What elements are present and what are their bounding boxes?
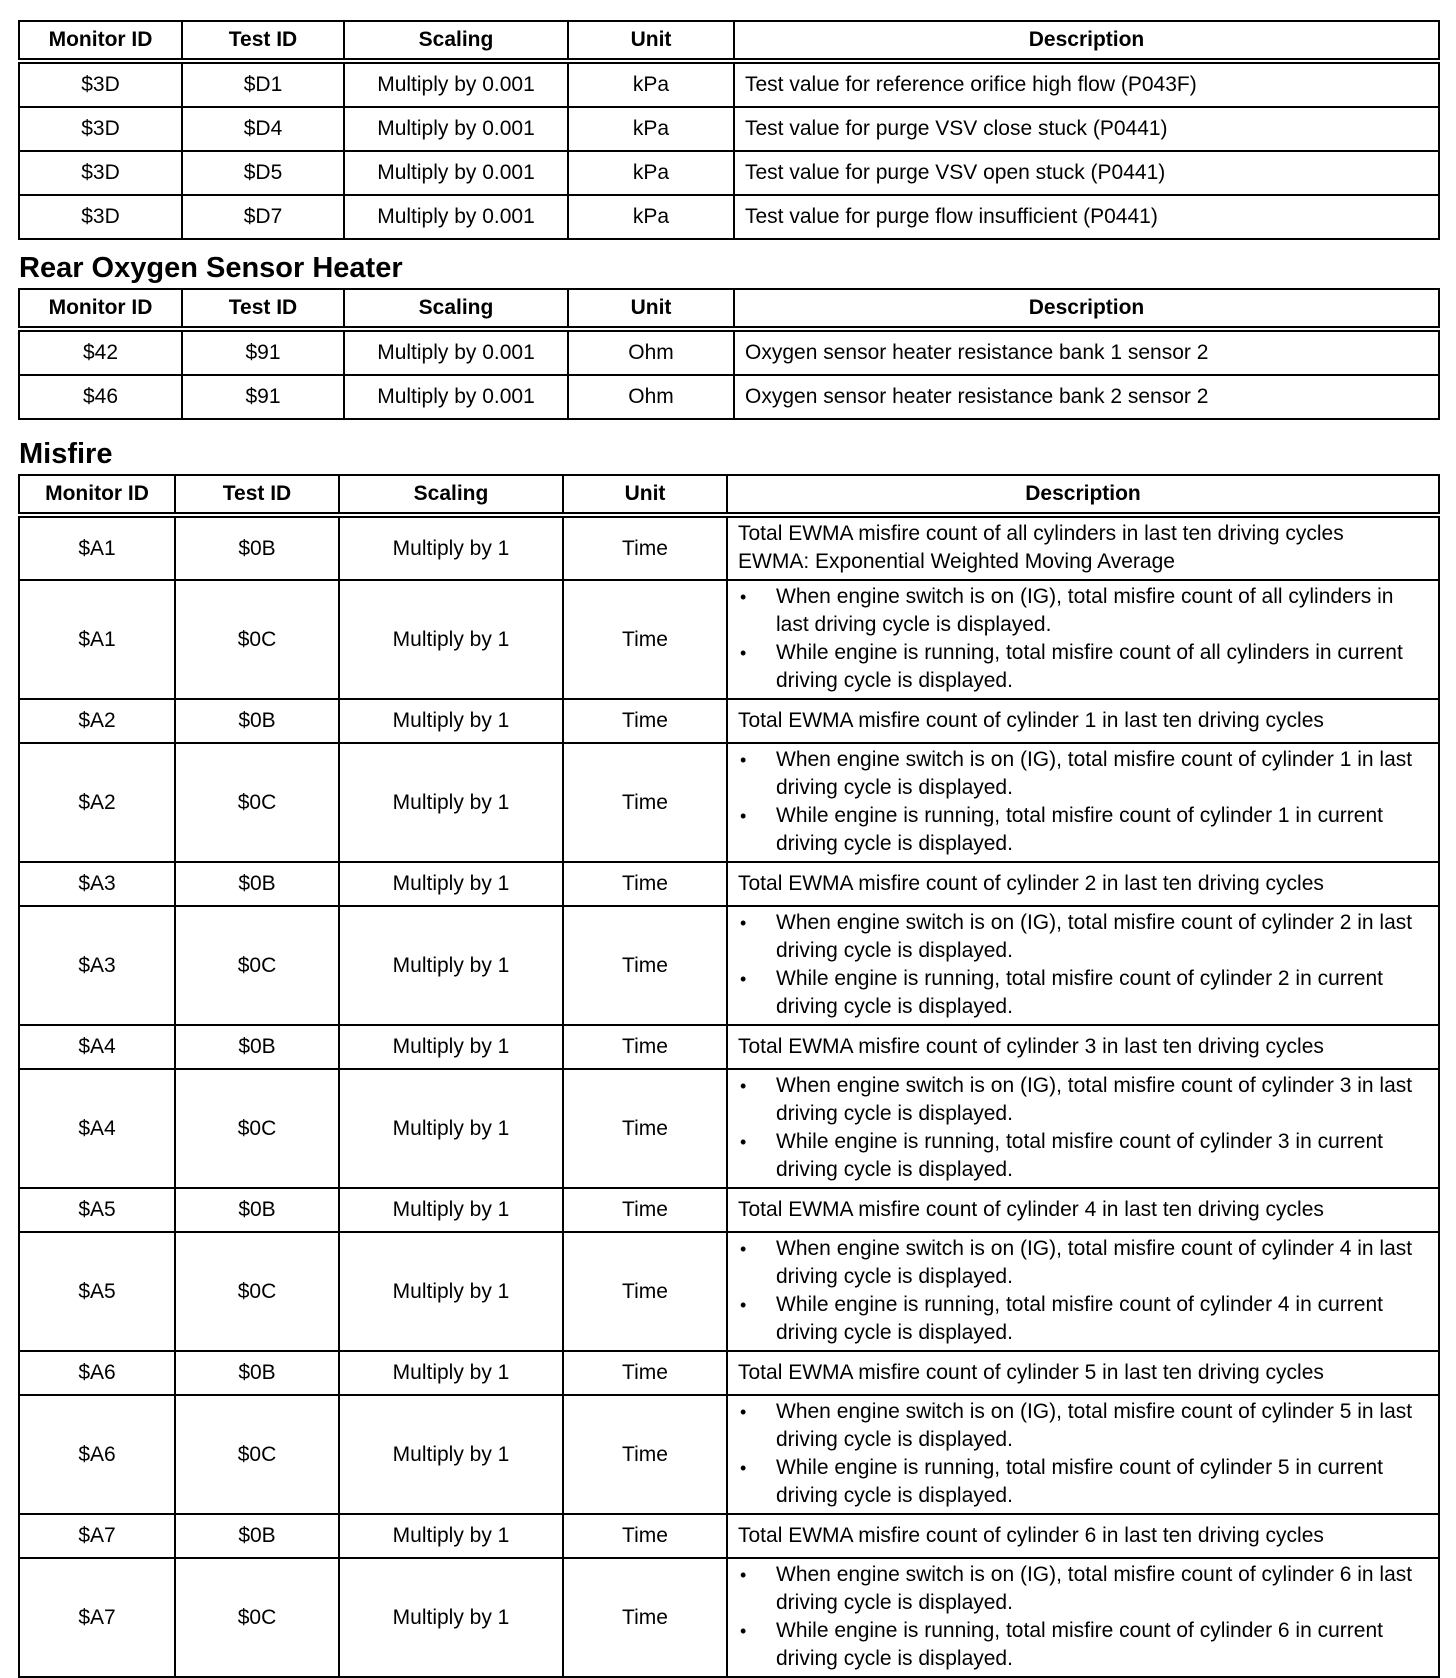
table-row <box>19 61 1439 107</box>
cell-description <box>727 1395 1439 1514</box>
cell-monitor-id: $A3 <box>19 906 175 1025</box>
cell-test-id: $0B <box>175 1188 339 1232</box>
cell-monitor-id: $A7 <box>19 1558 175 1677</box>
cell-description: Test value for purge VSV open stuck (P0441) <box>734 151 1439 195</box>
cell-unit: Time <box>563 1395 727 1514</box>
bullet-list <box>738 1398 1428 1510</box>
bullet-item: • While engine is running, total misfire count of cylinder 4 in current driving cycle is displayed. <box>738 1291 1428 1347</box>
cell-scaling: Multiply by 1 <box>339 515 563 580</box>
cell-scaling: Multiply by 0.001 <box>344 375 568 419</box>
section-title-rear-oxygen-sensor-heater: Rear Oxygen Sensor Heater <box>19 252 403 284</box>
header-unit: Unit <box>563 475 727 515</box>
table-row <box>19 1558 1439 1677</box>
table-row <box>19 107 1439 151</box>
header-description: Description <box>727 475 1439 515</box>
cell-unit: Time <box>563 1558 727 1677</box>
cell-description <box>727 1069 1439 1188</box>
cell-monitor-id: $A4 <box>19 1069 175 1188</box>
bullet-item: • When engine switch is on (IG), total misfire count of cylinder 2 in last driving cycle is displayed. <box>738 909 1428 965</box>
cell-description: Test value for purge flow insufficient (P0441) <box>734 195 1439 239</box>
cell-test-id: $0C <box>175 1558 339 1677</box>
bullet-item: • While engine is running, total misfire count of cylinder 5 in current driving cycle is displayed. <box>738 1454 1428 1510</box>
bullet-item: • While engine is running, total misfire count of cylinder 3 in current driving cycle is displayed. <box>738 1128 1428 1184</box>
cell-unit: kPa <box>568 195 734 239</box>
cell-description: Total EWMA misfire count of cylinder 6 in last ten driving cycles <box>727 1514 1439 1558</box>
bullet-list <box>738 746 1428 858</box>
cell-scaling: Multiply by 1 <box>339 1069 563 1188</box>
cell-monitor-id: $A2 <box>19 743 175 862</box>
cell-scaling: Multiply by 0.001 <box>344 195 568 239</box>
table-row <box>19 862 1439 906</box>
cell-scaling: Multiply by 0.001 <box>344 107 568 151</box>
bullet-item: • While engine is running, total misfire count of cylinder 6 in current driving cycle is displayed. <box>738 1617 1428 1673</box>
monitor-table-misfire <box>18 474 1440 1678</box>
bullet-item: • When engine switch is on (IG), total misfire count of cylinder 3 in last driving cycle is displayed. <box>738 1072 1428 1128</box>
cell-scaling: Multiply by 1 <box>339 1188 563 1232</box>
table-row <box>19 1025 1439 1069</box>
cell-test-id: $91 <box>182 329 344 375</box>
table-row <box>19 1188 1439 1232</box>
cell-unit: kPa <box>568 107 734 151</box>
section-title-misfire: Misfire <box>19 438 113 470</box>
cell-test-id: $D5 <box>182 151 344 195</box>
cell-monitor-id: $3D <box>19 195 182 239</box>
cell-test-id: $0C <box>175 1395 339 1514</box>
cell-description: Oxygen sensor heater resistance bank 2 sensor 2 <box>734 375 1439 419</box>
cell-scaling: Multiply by 0.001 <box>344 329 568 375</box>
cell-description: Test value for purge VSV close stuck (P0441) <box>734 107 1439 151</box>
cell-monitor-id: $3D <box>19 151 182 195</box>
header-monitor-id: Monitor ID <box>19 21 182 61</box>
cell-monitor-id: $3D <box>19 107 182 151</box>
cell-scaling: Multiply by 0.001 <box>344 151 568 195</box>
cell-monitor-id: $46 <box>19 375 182 419</box>
cell-monitor-id: $A1 <box>19 580 175 699</box>
table-row <box>19 515 1439 580</box>
table-row <box>19 906 1439 1025</box>
cell-scaling: Multiply by 1 <box>339 906 563 1025</box>
bullet-list <box>738 1235 1428 1347</box>
cell-test-id: $D7 <box>182 195 344 239</box>
bullet-item: • When engine switch is on (IG), total misfire count of all cylinders in last driving cycle is displayed. <box>738 583 1428 639</box>
bullet-list <box>738 583 1428 695</box>
cell-test-id: $0C <box>175 906 339 1025</box>
cell-scaling: Multiply by 1 <box>339 1232 563 1351</box>
cell-scaling: Multiply by 1 <box>339 1351 563 1395</box>
table-row <box>19 1069 1439 1188</box>
cell-unit: Time <box>563 1025 727 1069</box>
cell-monitor-id: $A6 <box>19 1351 175 1395</box>
table-row <box>19 151 1439 195</box>
bullet-item: • When engine switch is on (IG), total misfire count of cylinder 6 in last driving cycle is displayed. <box>738 1561 1428 1617</box>
cell-monitor-id: $A7 <box>19 1514 175 1558</box>
cell-test-id: $D1 <box>182 61 344 107</box>
cell-scaling: Multiply by 0.001 <box>344 61 568 107</box>
header-description: Description <box>734 21 1439 61</box>
table-row <box>19 580 1439 699</box>
cell-test-id: $0B <box>175 862 339 906</box>
header-monitor-id: Monitor ID <box>19 289 182 329</box>
cell-scaling: Multiply by 1 <box>339 1395 563 1514</box>
bullet-item: • When engine switch is on (IG), total misfire count of cylinder 5 in last driving cycle is displayed. <box>738 1398 1428 1454</box>
cell-description: Test value for reference orifice high flow (P043F) <box>734 61 1439 107</box>
cell-monitor-id: $A3 <box>19 862 175 906</box>
cell-unit: Time <box>563 580 727 699</box>
cell-test-id: $0B <box>175 1514 339 1558</box>
cell-test-id: $0C <box>175 1232 339 1351</box>
bullet-item: • While engine is running, total misfire count of cylinder 2 in current driving cycle is displayed. <box>738 965 1428 1021</box>
bullet-item: • When engine switch is on (IG), total misfire count of cylinder 4 in last driving cycle is displayed. <box>738 1235 1428 1291</box>
cell-test-id: $0B <box>175 1351 339 1395</box>
table-row <box>19 375 1439 419</box>
header-description: Description <box>734 289 1439 329</box>
header-unit: Unit <box>568 289 734 329</box>
cell-unit: Time <box>563 743 727 862</box>
header-monitor-id: Monitor ID <box>19 475 175 515</box>
cell-scaling: Multiply by 1 <box>339 1514 563 1558</box>
header-test-id: Test ID <box>182 289 344 329</box>
cell-monitor-id: $A4 <box>19 1025 175 1069</box>
cell-test-id: $0B <box>175 699 339 743</box>
table-header-row <box>19 475 1439 515</box>
monitor-table-rear-o2 <box>18 288 1440 420</box>
cell-description: Total EWMA misfire count of cylinder 4 in last ten driving cycles <box>727 1188 1439 1232</box>
cell-description <box>727 743 1439 862</box>
bullet-item: • When engine switch is on (IG), total misfire count of cylinder 1 in last driving cycle is displayed. <box>738 746 1428 802</box>
table-row <box>19 195 1439 239</box>
cell-unit: Time <box>563 1514 727 1558</box>
header-test-id: Test ID <box>175 475 339 515</box>
header-scaling: Scaling <box>344 21 568 61</box>
cell-description <box>727 515 1439 580</box>
cell-unit: Time <box>563 1188 727 1232</box>
cell-unit: kPa <box>568 151 734 195</box>
table-header-row <box>19 289 1439 329</box>
cell-description: Total EWMA misfire count of cylinder 2 in last ten driving cycles <box>727 862 1439 906</box>
header-unit: Unit <box>568 21 734 61</box>
cell-unit: kPa <box>568 61 734 107</box>
bullet-list <box>738 909 1428 1021</box>
cell-scaling: Multiply by 1 <box>339 743 563 862</box>
cell-monitor-id: $A6 <box>19 1395 175 1514</box>
cell-test-id: $0B <box>175 1025 339 1069</box>
bullet-list <box>738 1072 1428 1184</box>
header-test-id: Test ID <box>182 21 344 61</box>
bullet-list <box>738 1561 1428 1673</box>
header-scaling: Scaling <box>344 289 568 329</box>
description-line: EWMA: Exponential Weighted Moving Average <box>738 550 1175 573</box>
cell-scaling: Multiply by 1 <box>339 1025 563 1069</box>
cell-unit: Time <box>563 515 727 580</box>
table-row <box>19 329 1439 375</box>
bullet-item: • While engine is running, total misfire count of cylinder 1 in current driving cycle is displayed. <box>738 802 1428 858</box>
table-header-row <box>19 21 1439 61</box>
cell-unit: Ohm <box>568 375 734 419</box>
cell-scaling: Multiply by 1 <box>339 1558 563 1677</box>
cell-scaling: Multiply by 1 <box>339 862 563 906</box>
bullet-item: • While engine is running, total misfire count of all cylinders in current driving cycle is displayed. <box>738 639 1428 695</box>
table-row <box>19 743 1439 862</box>
cell-test-id: $D4 <box>182 107 344 151</box>
cell-unit: Time <box>563 699 727 743</box>
cell-monitor-id: $42 <box>19 329 182 375</box>
table-row <box>19 1514 1439 1558</box>
description-line: Total EWMA misfire count of all cylinders in last ten driving cycles <box>738 522 1344 545</box>
cell-monitor-id: $A5 <box>19 1188 175 1232</box>
cell-unit: Time <box>563 1232 727 1351</box>
cell-test-id: $0C <box>175 580 339 699</box>
cell-description: Oxygen sensor heater resistance bank 1 sensor 2 <box>734 329 1439 375</box>
cell-unit: Ohm <box>568 329 734 375</box>
cell-test-id: $0C <box>175 1069 339 1188</box>
cell-monitor-id: $A1 <box>19 515 175 580</box>
cell-unit: Time <box>563 906 727 1025</box>
table-row <box>19 1232 1439 1351</box>
header-scaling: Scaling <box>339 475 563 515</box>
cell-monitor-id: $3D <box>19 61 182 107</box>
monitor-table-evap <box>18 20 1440 240</box>
cell-unit: Time <box>563 1069 727 1188</box>
table-row <box>19 699 1439 743</box>
cell-description <box>727 1558 1439 1677</box>
table-row <box>19 1351 1439 1395</box>
cell-monitor-id: $A5 <box>19 1232 175 1351</box>
cell-test-id: $0B <box>175 515 339 580</box>
cell-description <box>727 1232 1439 1351</box>
cell-description: Total EWMA misfire count of cylinder 1 in last ten driving cycles <box>727 699 1439 743</box>
cell-description <box>727 580 1439 699</box>
cell-scaling: Multiply by 1 <box>339 699 563 743</box>
document-page <box>18 20 1440 1678</box>
cell-test-id: $91 <box>182 375 344 419</box>
cell-description <box>727 906 1439 1025</box>
cell-test-id: $0C <box>175 743 339 862</box>
cell-scaling: Multiply by 1 <box>339 580 563 699</box>
cell-monitor-id: $A2 <box>19 699 175 743</box>
cell-description: Total EWMA misfire count of cylinder 5 in last ten driving cycles <box>727 1351 1439 1395</box>
cell-unit: Time <box>563 862 727 906</box>
cell-unit: Time <box>563 1351 727 1395</box>
table-row <box>19 1395 1439 1514</box>
cell-description: Total EWMA misfire count of cylinder 3 in last ten driving cycles <box>727 1025 1439 1069</box>
